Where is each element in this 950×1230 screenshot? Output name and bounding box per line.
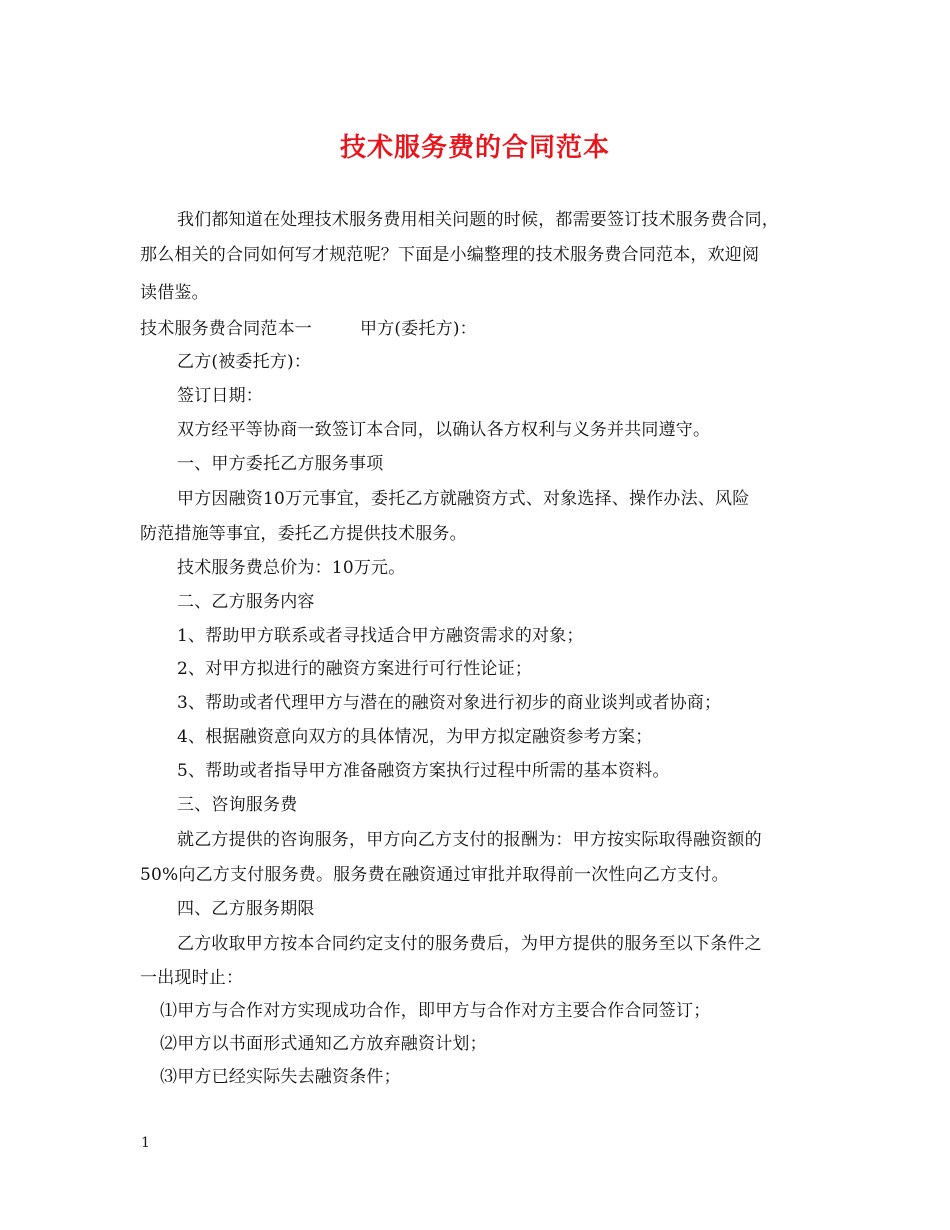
list-item: 5、帮助或者指导甲方准备融资方案执行过程中所需的基本资料。 bbox=[177, 761, 670, 781]
list-item: 2、对甲方拟进行的融资方案进行可行性论证； bbox=[177, 659, 533, 679]
list-item: ⑵甲方以书面形式通知乙方放弃融资计划； bbox=[160, 1034, 487, 1054]
list-item: ⑴甲方与合作对方实现成功合作，即甲方与合作对方主要合作合同签订； bbox=[160, 1001, 711, 1021]
list-item: 3、帮助或者代理甲方与潜在的融资对象进行初步的商业谈判或者协商； bbox=[177, 693, 722, 713]
preamble-text: 双方经平等协商一致签订本合同，以确认各方权利与义务并共同遵守。 bbox=[177, 420, 711, 440]
intro-line: 读借鉴。 bbox=[140, 283, 209, 303]
section-body-line: 甲方因融资10万元事宜，委托乙方就融资方式、对象选择、操作办法、风险 bbox=[177, 489, 750, 509]
list-item: 1、帮助甲方联系或者寻找适合甲方融资需求的对象； bbox=[177, 626, 584, 646]
section-heading: 三、咨询服务费 bbox=[177, 795, 298, 815]
party-a-label: 甲方(委托方)： bbox=[360, 319, 477, 339]
sample-heading: 技术服务费合同范本一 bbox=[140, 319, 312, 339]
section-body-line: 一出现时止： bbox=[140, 968, 244, 988]
section-body-line: 就乙方提供的咨询服务，甲方向乙方支付的报酬为：甲方按实际取得融资额的 bbox=[177, 830, 762, 850]
section-heading: 四、乙方服务期限 bbox=[177, 899, 315, 919]
document-title: 技术服务费的合同范本 bbox=[339, 133, 610, 163]
sign-date-label: 签订日期： bbox=[177, 386, 263, 406]
service-fee-total: 技术服务费总价为：10万元。 bbox=[177, 558, 406, 578]
section-heading: 二、乙方服务内容 bbox=[177, 592, 315, 612]
intro-line: 那么相关的合同如何写才规范呢？下面是小编整理的技术服务费合同范本，欢迎阅 bbox=[140, 245, 760, 265]
list-item: 4、根据融资意向双方的具体情况，为甲方拟定融资参考方案； bbox=[177, 727, 653, 747]
list-item: ⑶甲方已经实际失去融资条件； bbox=[160, 1067, 401, 1087]
intro-line: 我们都知道在处理技术服务费用相关问题的时候，都需要签订技术服务费合同， bbox=[177, 210, 779, 230]
section-body-line: 乙方收取甲方按本合同约定支付的服务费后，为甲方提供的服务至以下条件之 bbox=[177, 934, 762, 954]
section-heading: 一、甲方委托乙方服务事项 bbox=[177, 454, 384, 474]
page-number: 1 bbox=[141, 1135, 150, 1151]
section-body-line: 50%向乙方支付服务费。服务费在融资通过审批并取得前一次性向乙方支付。 bbox=[140, 865, 729, 885]
sample-heading-row bbox=[140, 317, 477, 341]
section-body-line: 防范措施等事宜，委托乙方提供技术服务。 bbox=[140, 524, 467, 544]
party-b-label: 乙方(被委托方)： bbox=[177, 352, 312, 372]
